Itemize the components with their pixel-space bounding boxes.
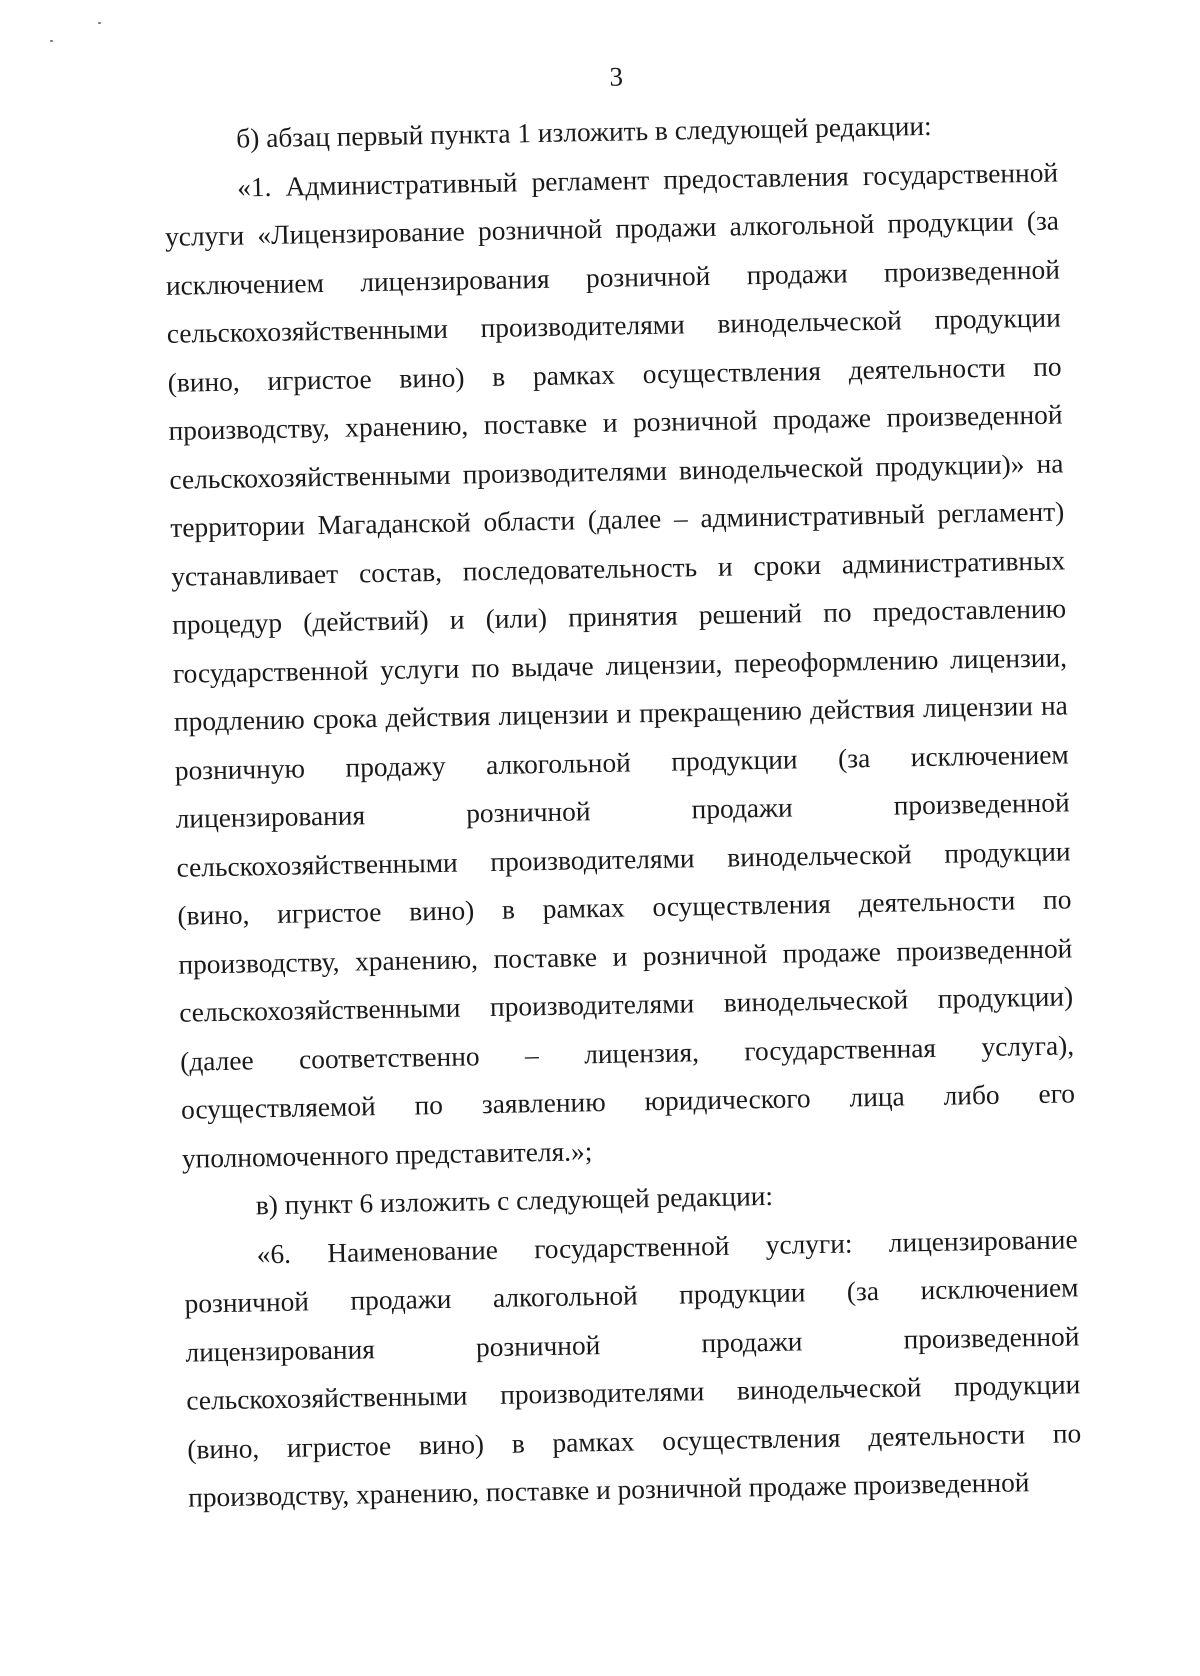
paragraph-item-6-text: «6. Наименование государственной услуги: лицензирование розничной продажи алкогольной продукции (за исключением лицензирования розничной продажи произведенной сельскохозяйственными производителями винодельческой продукции (вино, игристое вино) в рамках осуществления деятельности по производству, хранению, поставке и розничной продаже произведенной (184, 1223, 1082, 1513)
paragraph-item-1-text: «1. Административный регламент предоставления государственной услуги «Лицензирование розничной продажи алкогольной продукции (за исключением лицензирования розничной продажи произведенной сельскохозяйственными производителями винодельческой продукции (вино, игристое вино) в рамках осуществления деятельности по производству, хранению, поставке и розничной продаже произведенной сельскохозяйственными производителями винодельческой продукции)» на территории Магаданской области (далее – административный регламент) устанавливает состав, последовательность и сроки административных процедур (действий) и (или) принятия решений по предоставлению государственной услуги по выдаче лицензии, переоформлению лицензии, продлению срока действия лицензии и прекращению действия лицензии на розничную продажу алкогольной продукции (за исключением лицензирования розничной продажи произведенной сельскохозяйственными производителями винодельческой продукции (вино, игристое вино) в рамках осуществления деятельности по производству, хранению, поставке и розничной продаже произведенной сельскохозяйственными производителями винодельческой продукции) (далее соответственно – лицензия, государственная услуга), осуществляемой по заявлению юридического лица либо его уполномоченного представителя.»; (164, 156, 1076, 1174)
page-number: 3 (609, 61, 624, 92)
paragraph-amendment-v: в) пункт 6 изложить с следующей редакции: (255, 1180, 774, 1221)
paragraph-amendment-b: б) абзац первый пункта 1 изложить в следующей редакции: (235, 110, 932, 154)
document-body (163, 100, 1083, 1523)
